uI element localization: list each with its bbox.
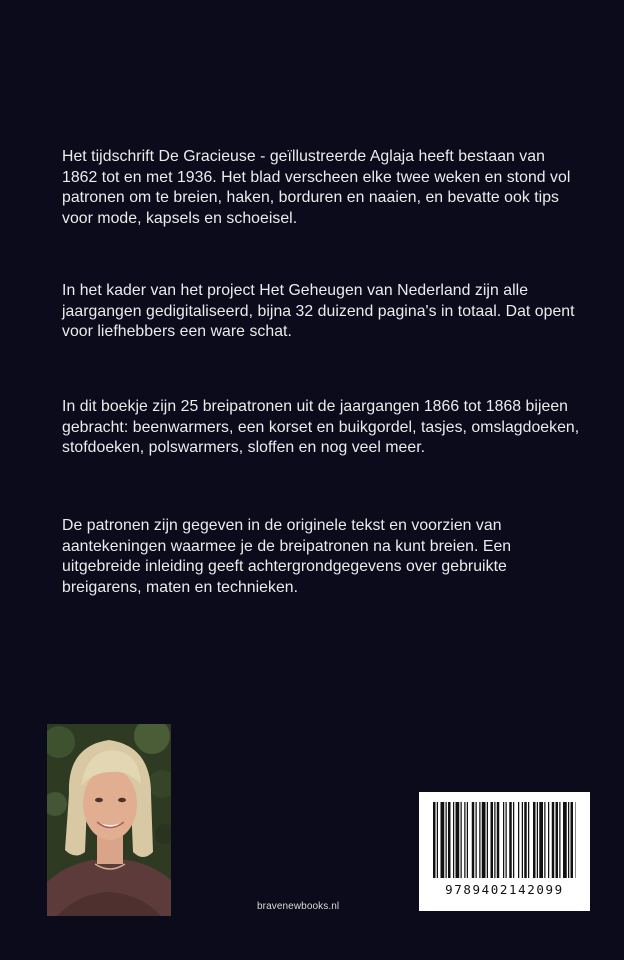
- barcode-bar: [482, 802, 486, 878]
- publisher-url: bravenewbooks.nl: [257, 901, 340, 912]
- barcode-bar: [446, 802, 447, 878]
- barcode-bar: [563, 802, 567, 878]
- barcode-bar: [518, 802, 519, 878]
- blurb-paragraph-1: Het tijdschrift De Gracieuse - geïllustreerde Aglaja heeft bestaan van 1862 tot en met 1936. Het blad verscheen elke twee weken en stond vol patronen om te breien, haken, borduren en naaien, en bevatte ook tips voor mode, kapsels en schoeisel.: [62, 148, 571, 227]
- barcode-bar: [522, 802, 523, 878]
- author-photo: [47, 724, 171, 916]
- barcode-bar: [537, 802, 538, 878]
- barcode-bar: [441, 802, 445, 878]
- barcode-bar: [494, 802, 495, 878]
- barcode-bar: [513, 802, 514, 878]
- isbn-number: 9789402142099: [445, 882, 564, 897]
- barcode-bar: [528, 802, 529, 878]
- isbn-barcode: [419, 792, 590, 911]
- barcode-bar: [437, 802, 438, 878]
- barcode-bar: [506, 802, 507, 878]
- barcode-bar: [479, 802, 480, 878]
- barcode-bar: [524, 802, 527, 878]
- barcode-bar: [467, 802, 468, 878]
- barcode-bar: [433, 802, 436, 878]
- blurb-paragraph-4: De patronen zijn gegeven in de originele tekst en voorzien van aantekeningen waarmee je de breipatronen na kunt breien. Een uitgebreide inleiding geeft achtergrondgegevens over gebruikte breigarens, maten en technieken.: [62, 517, 512, 596]
- barcode-bar: [552, 802, 555, 878]
- barcode-bar: [559, 802, 560, 878]
- barcode-bar: [456, 802, 460, 878]
- barcode-bar: [464, 802, 465, 878]
- blurb-paragraph-2: In het kader van het project Het Geheugen van Nederland zijn alle jaargangen gedigitaliseerd, bijna 32 duizend pagina's in totaal. Dat opent voor liefhebbers een ware schat.: [62, 282, 575, 340]
- barcode-bar: [491, 802, 494, 878]
- barcode-bar: [556, 802, 559, 878]
- barcode-bar: [571, 802, 574, 878]
- barcode-bar: [487, 802, 488, 878]
- barcode-bar: [509, 802, 512, 878]
- barcode-bar: [539, 802, 543, 878]
- barcode-bar: [503, 802, 504, 878]
- barcode-bar: [533, 802, 536, 878]
- barcode-bar: [548, 802, 549, 878]
- barcode-bar: [448, 802, 451, 878]
- barcode-bar: [453, 802, 454, 878]
- barcode-bar: [497, 802, 500, 878]
- blurb-paragraph-3: In dit boekje zijn 25 breipatronen uit de jaargangen 1866 tot 1868 bijeen gebracht: beenwarmers, een korset en buikgordel, tasjes, omslagdoeken, stofdoeken, polswarmers, sloffen en nog veel meer.: [62, 398, 580, 456]
- barcode-bar: [476, 802, 477, 878]
- barcode-bar: [544, 802, 545, 878]
- barcode-bar: [461, 802, 462, 878]
- barcode-bar: [568, 802, 569, 878]
- barcode-bar: [472, 802, 475, 878]
- barcode-bar: [576, 802, 577, 878]
